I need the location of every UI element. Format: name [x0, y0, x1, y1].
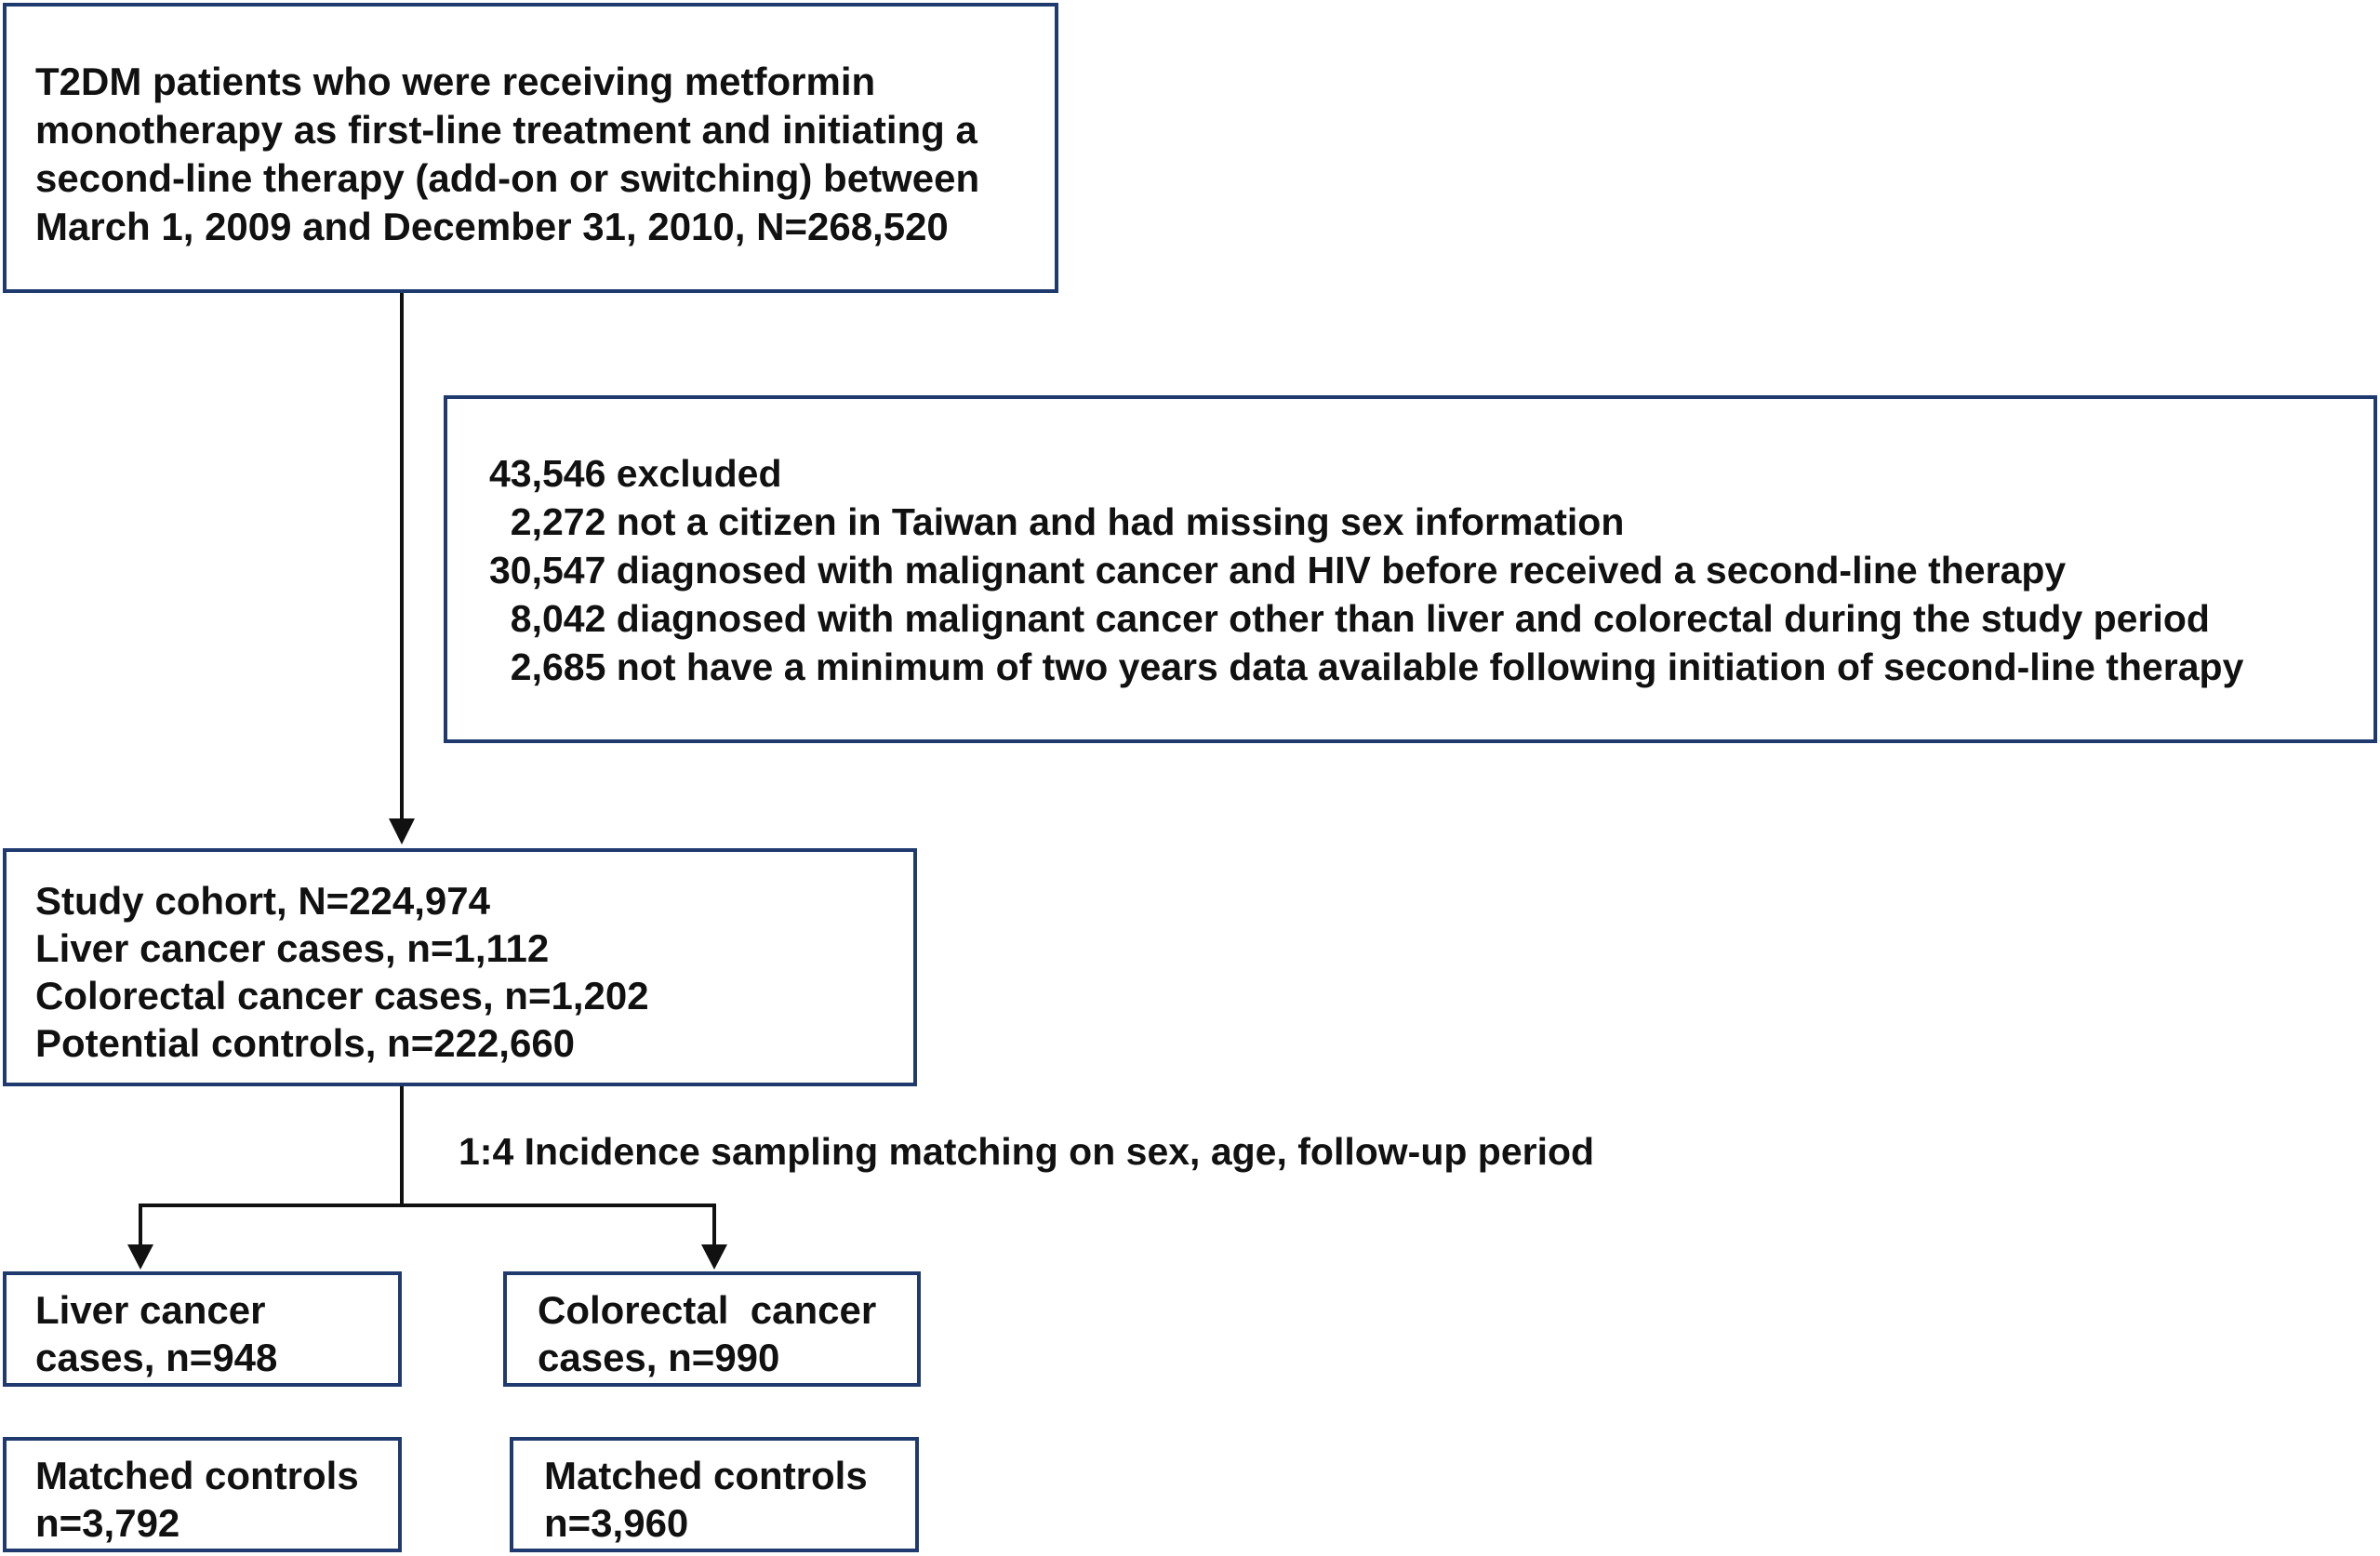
- colorectal-matched-controls-box: [510, 1437, 919, 1552]
- source-to-cohort-arrowhead: [389, 818, 415, 844]
- excluded-reason-other-cancer: 8,042 diagnosed with malignant cancer other than liver and colorectal during the study period: [489, 597, 2210, 640]
- split-to-liver-arrowhead: [127, 1244, 153, 1270]
- cohort-liver-cases: Liver cancer cases, n=1,112: [35, 926, 550, 970]
- source-line-1: T2DM patients who were receiving metformin: [35, 60, 876, 103]
- liver-cancer-cases-box: [3, 1271, 402, 1387]
- cohort-potential-controls: Potential controls, n=222,660: [35, 1021, 576, 1065]
- excluded-total: 43,546 excluded: [489, 452, 782, 495]
- exclusion-box: [444, 395, 2377, 743]
- cohort-colorectal-cases: Colorectal cancer cases, n=1,202: [35, 974, 649, 1017]
- source-population-box: [3, 3, 1058, 293]
- liver-cases-line-1: Liver cancer: [35, 1288, 266, 1332]
- split-to-colorectal-arrowhead: [701, 1244, 727, 1270]
- cohort-total: Study cohort, N=224,974: [35, 879, 491, 923]
- sampling-method-label: 1:4 Incidence sampling matching on sex, age, follow-up period: [459, 1130, 1595, 1173]
- excluded-reason-cancer-hiv: 30,547 diagnosed with malignant cancer and HIV before received a second-line therapy: [489, 549, 2067, 592]
- colorectal-cancer-cases-box: [503, 1271, 921, 1387]
- colorectal-cases-line-1: Colorectal cancer: [538, 1288, 877, 1332]
- source-line-4: March 1, 2009 and December 31, 2010, N=268,520: [35, 205, 949, 248]
- colorectal-cases-line-2: cases, n=990: [538, 1336, 780, 1379]
- excluded-reason-insufficient-data: 2,685 not have a minimum of two years data available following initiation of second-line therapy: [489, 645, 2244, 688]
- source-line-3: second-line therapy (add-on or switching) between: [35, 156, 980, 200]
- liver-cases-line-2: cases, n=948: [35, 1336, 278, 1379]
- liver-matched-controls-box: [3, 1437, 402, 1552]
- colorectal-controls-line-2: n=3,960: [544, 1501, 689, 1545]
- liver-controls-line-2: n=3,792: [35, 1501, 180, 1545]
- study-cohort-box: [3, 848, 917, 1086]
- source-line-2: monotherapy as first-line treatment and initiating a: [35, 108, 977, 152]
- liver-controls-line-1: Matched controls: [35, 1454, 359, 1497]
- excluded-reason-non-citizen: 2,272 not a citizen in Taiwan and had missing sex information: [489, 500, 1625, 543]
- colorectal-controls-line-1: Matched controls: [544, 1454, 868, 1497]
